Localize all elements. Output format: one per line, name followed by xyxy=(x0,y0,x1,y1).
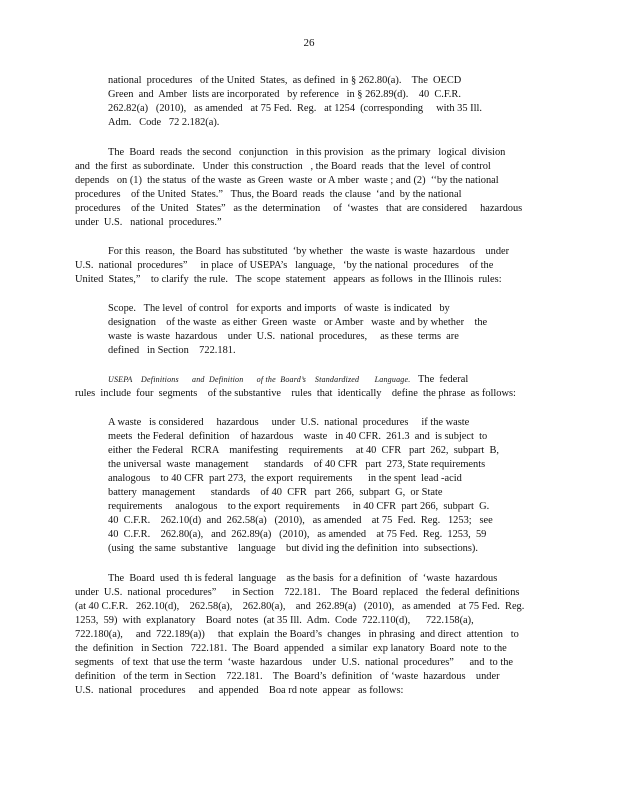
quote-oecd xyxy=(108,74,508,130)
text-line: U.S. national procedures and appended Boa rd note appear as follows: xyxy=(75,685,404,696)
text-line: Scope. The level of control for exports and imports of waste is indicated by xyxy=(108,303,450,314)
text-line: and the first as subordinate. Under this construction , the Board reads that the level of control xyxy=(75,161,491,172)
text-line: 722.180(a), and 722.189(a)) that explain the Board’s changes in phrasing and direct attention to xyxy=(75,629,519,640)
text-line: A waste is considered hazardous under U.S. national procedures if the waste xyxy=(108,417,470,428)
text-line: procedures of the United States.” Thus, the Board reads the clause ‘and by the national xyxy=(75,189,462,200)
text-line: battery management standards of 40 CFR part 266, subpart G, or State xyxy=(108,487,443,498)
paragraph-for-this-reason xyxy=(75,245,530,287)
text-line: 1253, 59) with explanatory Board notes (at 35 Ill. Adm. Code 722.110(d), 722.158(a), xyxy=(75,615,474,626)
text-line: For this reason, the Board has substituted ‘by whether the waste is waste hazardous under xyxy=(108,246,510,257)
text-line xyxy=(75,373,530,387)
text-line: under U.S. national procedures” in Section 722.181. The Board replaced the federal definitions xyxy=(75,587,520,598)
text-line: defined in Section 722.181. xyxy=(108,345,236,356)
paragraph-board-used xyxy=(75,572,530,698)
text-line: Green and Amber lists are incorporated by reference in § 262.89(d). 40 C.F.R. xyxy=(108,89,461,100)
quote-waste-definition xyxy=(108,416,508,556)
text-line: meets the Federal definition of hazardous waste in 40 CFR. 261.3 and is subject to xyxy=(108,431,488,442)
text-line: requirements analogous to the export requirements in 40 CFR part 266, subpart G. xyxy=(108,501,490,512)
text-span: The federal xyxy=(418,374,469,385)
text-line: under U.S. national procedures.” xyxy=(75,217,222,228)
text-line: United States,” to clarify the rule. The scope statement appears as follows in the Illinois rules: xyxy=(75,274,502,285)
text-line: 262.82(a) (2010), as amended at 75 Fed. Reg. at 1254 (corresponding with 35 Ill. xyxy=(108,103,482,114)
text-line: procedures of the United States” as the determination of ‘wastes that are considered hazardous xyxy=(75,203,523,214)
text-line: Adm. Code 72 2.182(a). xyxy=(108,117,220,128)
text-line: 40 C.F.R. 262.10(d) and 262.58(a) (2010), as amended at 75 Fed. Reg. 1253; see xyxy=(108,515,493,526)
text-line: either the Federal RCRA manifesting requirements at 40 CFR part 262, subpart B, xyxy=(108,445,500,456)
page-number: 26 xyxy=(303,37,315,49)
text-line: national procedures of the United States, as defined in § 262.80(a). The OECD xyxy=(108,75,462,86)
quote-scope xyxy=(108,302,508,358)
text-line: rules include four segments of the substantive rules that identically define the phrase as follows: xyxy=(75,388,516,399)
text-line: segments of text that use the term ‘waste hazardous under U.S. national procedures” and to the xyxy=(75,657,514,668)
text-line: analogous to 40 CFR part 273, the export requirements in the spent lead -acid xyxy=(108,473,462,484)
section-heading: USEPA Definitions and Definition of the Board’s Standardized Language. xyxy=(108,375,411,384)
text-line: waste is waste hazardous under U.S. national procedures, as these terms are xyxy=(108,331,459,342)
paragraph-usepa-definitions xyxy=(75,373,530,401)
text-line: U.S. national procedures” in place of USEPA’s language, ‘by the national procedures of the xyxy=(75,260,494,271)
text-line: The Board reads the second conjunction in this provision as the primary logical division xyxy=(108,147,506,158)
text-line: designation of the waste as either Green waste or Amber waste and by whether the xyxy=(108,317,488,328)
text-line: (using the same substantive language but divid ing the definition into subsections). xyxy=(108,543,478,554)
text-line: the definition in Section 722.181. The Board appended a similar exp lanatory Board note to the xyxy=(75,643,507,654)
text-line: definition of the term in Section 722.181. The Board’s definition of ‘waste hazardous under xyxy=(75,671,500,682)
text-line: depends on (1) the status of the waste as Green waste or A mber waste ; and (2) ‘‘by the national xyxy=(75,175,499,186)
text-line: (at 40 C.F.R. 262.10(d), 262.58(a), 262.80(a), and 262.89(a) (2010), as amended at 75 Fed. Reg. xyxy=(75,601,525,612)
text-line: 40 C.F.R. 262.80(a), and 262.89(a) (2010), as amended at 75 Fed. Reg. 1253, 59 xyxy=(108,529,487,540)
text-line: The Board used th is federal language as the basis for a definition of ‘waste hazardous xyxy=(108,573,498,584)
paragraph-board-reads xyxy=(75,146,530,230)
text-line: the universal waste management standards of 40 CFR part 273, State requirements xyxy=(108,459,486,470)
